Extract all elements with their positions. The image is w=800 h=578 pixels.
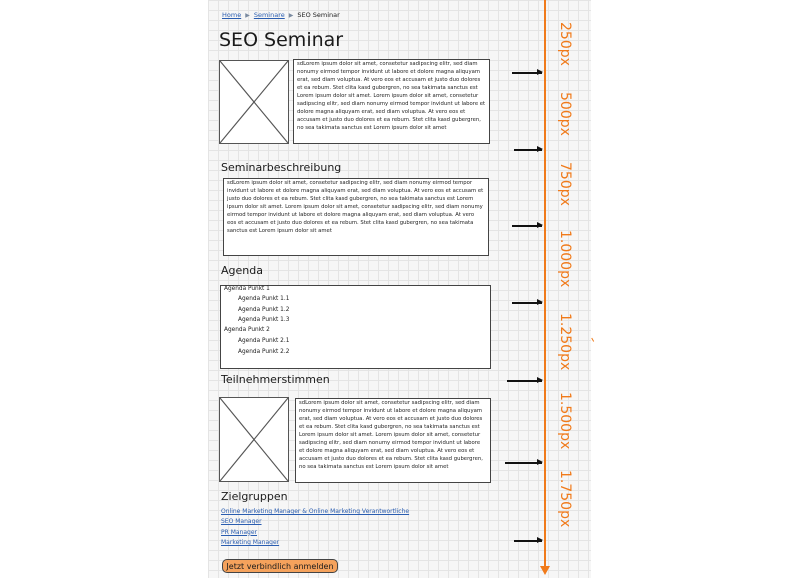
intro-text: sdLorem ipsum dolor sit amet, consetetur sadipscing elitr, sed diam nonumy eirmod tempor invidunt ut labore et dolore magna aliquyam erat, sed diam voluptua. At vero eos et accusam et justo duo dolores et ea rebum. Stet clita kasd gubergren, no sea takimata sanctus est Lorem ipsum dolor sit amet. Lorem ipsum dolor sit amet, consetetur sadipscing elitr, sed diam nonumy eirmod tempor invidunt ut labore et dolore magna aliquyam erat, sed diam voluptua. At vero eos et accusam et justo duo dolores et ea rebum. Stet clita kasd gubergren, no sea takimata sanctus est Lorem ipsum dolor sit amet bbox=[297, 61, 486, 131]
beschreibung-text: sdLorem ipsum dolor sit amet, consetetur sadipscing elitr, sed diam nonumy eirmod tempor invidunt ut labore et dolore magna aliquyam erat, sed diam voluptua. At vero eos et accusam et justo duo dolores et ea rebum. Stet clita kasd gubergren, no sea takimata sanctus est Lorem ipsum dolor sit amet. Lorem ipsum dolor sit amet, consetetur sadipscing elitr, sed diam nonumy eirmod tempor invidunt ut labore et dolore magna aliquyam erat, sed diam voluptua. At vero eos et accusam et justo duo dolores et ea rebum. Stet clita kasd gubergren, no sea takimata sanctus est Lorem ipsum dolor sit amet bbox=[227, 180, 484, 234]
agenda-item: Agenda Punkt 2 bbox=[224, 327, 270, 333]
testimonial-text: sdLorem ipsum dolor sit amet, consetetur sadipscing elitr, sed diam nonumy eirmod tempor invidunt ut labore et dolore magna aliquyam erat, sed diam voluptua. At vero eos et accusam et justo duo dolores et ea rebum. Stet clita kasd gubergren, no sea takimata sanctus est Lorem ipsum dolor sit amet. Lorem ipsum dolor sit amet, consetetur sadipscing elitr, sed diam nonumy eirmod tempor invidunt ut labore et dolore magna aliquyam erat, sed diam voluptua. At vero eos et accusam et justo duo dolores et ea rebum. Stet clita kasd gubergren, no sea takimata sanctus est Lorem ipsum dolor sit amet bbox=[299, 400, 483, 470]
zielgruppen-list bbox=[221, 507, 409, 548]
agenda-subitem: Agenda Punkt 1.2 bbox=[238, 307, 290, 313]
zielgruppe-link[interactable]: Online Marketing Manager & Online Marketing Verantwortliche bbox=[221, 508, 410, 515]
chevron-right-icon: ▶ bbox=[288, 11, 294, 19]
testimonial-text-box bbox=[295, 398, 491, 483]
marker-arrow bbox=[512, 302, 542, 304]
image-placeholder bbox=[219, 397, 289, 482]
ruler-label: 1.500px bbox=[557, 392, 573, 450]
ruler-label: 250px bbox=[557, 22, 573, 66]
marker-arrow bbox=[512, 72, 542, 74]
agenda-subitem: Agenda Punkt 2.2 bbox=[238, 349, 290, 355]
marker-arrow bbox=[505, 462, 542, 464]
ruler-label: 1.000px bbox=[557, 230, 573, 288]
section-heading-stimmen: Teilnehmerstimmen bbox=[221, 373, 330, 386]
agenda-subitem: Agenda Punkt 1.1 bbox=[238, 296, 290, 302]
zielgruppe-link[interactable]: SEO Manager bbox=[221, 518, 262, 526]
marker-arrow bbox=[514, 540, 542, 542]
zielgruppe-link[interactable]: PR Manager bbox=[221, 528, 257, 536]
section-heading-agenda: Agenda bbox=[221, 264, 263, 277]
ruler-label: 1.750px bbox=[557, 470, 573, 528]
beschreibung-text-box bbox=[223, 178, 489, 256]
page-title: SEO Seminar bbox=[219, 29, 344, 51]
marker-arrow bbox=[512, 225, 542, 227]
agenda-subitem: Agenda Punkt 2.1 bbox=[238, 338, 290, 344]
ruler-line bbox=[544, 0, 546, 568]
stray-mark bbox=[591, 336, 596, 341]
image-placeholder bbox=[219, 60, 289, 144]
ruler-label: 750px bbox=[557, 162, 573, 206]
zielgruppe-link[interactable]: Marketing Manager bbox=[221, 538, 280, 546]
ruler-arrowhead bbox=[540, 566, 550, 575]
breadcrumb-current: SEO Seminar bbox=[297, 11, 340, 19]
intro-text-box bbox=[293, 59, 490, 144]
section-heading-zielgruppen: Zielgruppen bbox=[221, 490, 288, 503]
chevron-right-icon: ▶ bbox=[245, 11, 250, 19]
marker-arrow bbox=[514, 149, 542, 151]
ruler-label: 1.250px bbox=[557, 313, 573, 371]
section-heading-beschreibung: Seminarbeschreibung bbox=[221, 161, 342, 174]
ruler-label: 500px bbox=[557, 92, 573, 136]
register-button[interactable]: Jetzt verbindlich anmelden bbox=[222, 559, 338, 573]
agenda-item: Agenda Punkt 1 bbox=[224, 286, 270, 292]
breadcrumb-seminare-link[interactable]: Seminare bbox=[253, 11, 285, 19]
agenda-subitem: Agenda Punkt 1.3 bbox=[238, 317, 290, 323]
breadcrumb bbox=[222, 11, 340, 19]
marker-arrow bbox=[507, 380, 542, 382]
breadcrumb-home-link[interactable]: Home bbox=[222, 11, 242, 19]
